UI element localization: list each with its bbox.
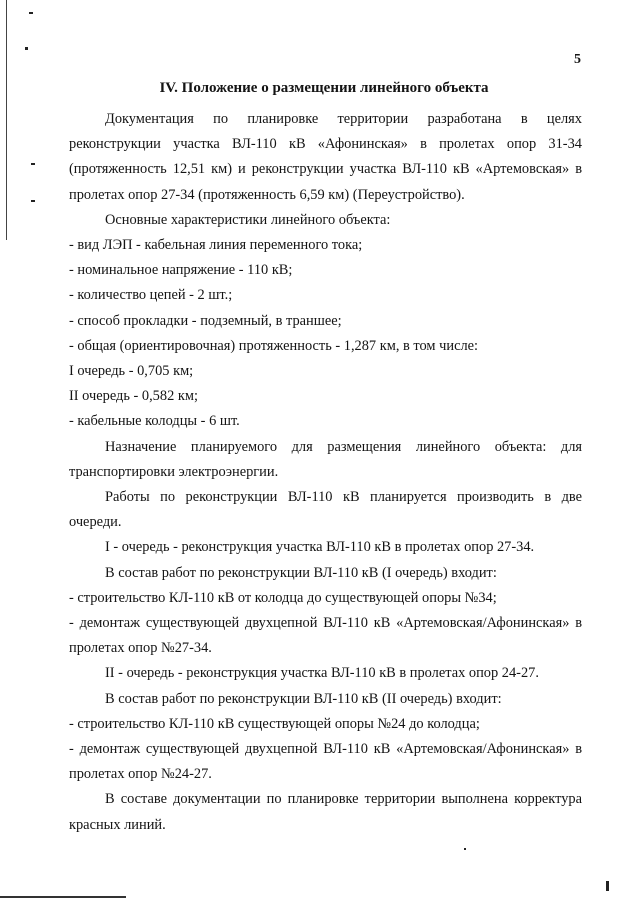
paragraph-stage-2: II - очередь - реконструкция участка ВЛ-110 кВ в пролетах опор 24-27.: [105, 665, 539, 682]
scan-speck: [31, 200, 35, 202]
scan-speck: [31, 163, 35, 165]
list-item: - демонтаж существующей двухцепной ВЛ-110 кВ «Артемовская/Афонинская» в пролетах опор №24-27.: [69, 741, 582, 783]
paragraph-stage-1: I - очередь - реконструкция участка ВЛ-110 кВ в пролетах опор 27-34.: [105, 539, 535, 556]
list-item: I очередь - 0,705 км;: [69, 363, 194, 380]
page-number: 5: [574, 52, 581, 67]
list-item: II очередь - 0,582 км;: [69, 388, 198, 405]
list-item: - демонтаж существующей двухцепной ВЛ-110 кВ «Артемовская/Афонинская» в пролетах опор №27-34.: [69, 615, 582, 657]
body-text: [69, 107, 582, 838]
section-heading: IV. Положение о размещении линейного объекта: [159, 80, 489, 96]
scan-bottom-line: [0, 896, 126, 898]
scan-margin-line: [6, 0, 7, 240]
paragraph-purpose: Назначение планируемого для размещения линейного объекта: для транспортировки электроэнергии.: [69, 438, 582, 480]
list-item: - строительство КЛ-110 кВ от колодца до существующей опоры №34;: [69, 589, 497, 606]
list-item: - строительство КЛ-110 кВ существующей опоры №24 до колодца;: [69, 715, 480, 732]
paragraph-red-lines: В составе документации по планировке территории выполнена корректура красных линий.: [69, 791, 582, 833]
scan-speck: [606, 881, 609, 891]
scan-speck: [464, 848, 466, 850]
paragraph-stage-1-works: В состав работ по реконструкции ВЛ-110 кВ (I очередь) входит:: [105, 564, 497, 581]
paragraph-characteristics-title: Основные характеристики линейного объекта:: [105, 211, 391, 228]
list-item: - общая (ориентировочная) протяженность - 1,287 км, в том числе:: [69, 337, 479, 354]
scan-speck: [29, 12, 33, 14]
scan-speck: [25, 47, 28, 50]
list-item: - количество цепей - 2 шт.;: [69, 287, 233, 304]
list-item: - номинальное напряжение - 110 кВ;: [69, 262, 293, 279]
list-item: - вид ЛЭП - кабельная линия переменного тока;: [69, 237, 363, 254]
paragraph-intro: Документация по планировке территории разработана в целях реконструкции участка ВЛ-110 кВ «Афонинская» в пролетах опор 31-34 (протяженность 12,51 км) и реконструкции участка ВЛ-110 кВ «Артемовская» в пролетах опор 27-34 (протяженность 6,59 км) (Переустройство).: [69, 111, 582, 203]
list-item: - кабельные колодцы - 6 шт.: [69, 413, 240, 430]
paragraph-stages: Работы по реконструкции ВЛ-110 кВ планируется производить в две очереди.: [69, 489, 582, 531]
list-item: - способ прокладки - подземный, в траншее;: [69, 312, 342, 329]
paragraph-stage-2-works: В состав работ по реконструкции ВЛ-110 кВ (II очередь) входит:: [105, 690, 502, 707]
